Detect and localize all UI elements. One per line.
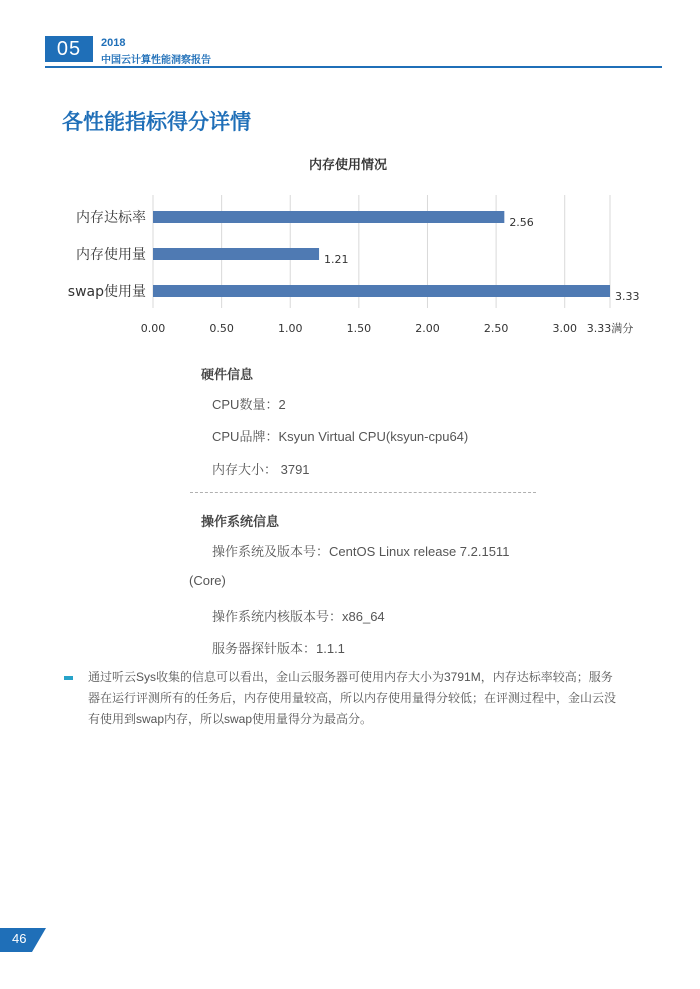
x-tick-label: 0.50 bbox=[209, 322, 234, 335]
category-label: 内存使用量 bbox=[76, 247, 146, 263]
paragraph-line: 通过听云Sys收集的信息可以看出，金山云服务器可使用内存大小为3791M，内存达标率较高；服务 bbox=[88, 670, 613, 684]
os-version-continued: (Core) bbox=[189, 573, 226, 588]
summary-paragraph bbox=[88, 667, 648, 730]
x-tick-label: 1.00 bbox=[277, 322, 303, 335]
os-version: 操作系统及版本号：CentOS Linux release 7.2.1511 bbox=[212, 544, 510, 559]
data-label: 2.56 bbox=[509, 216, 534, 229]
bar bbox=[153, 211, 504, 223]
hardware-heading: 硬件信息 bbox=[201, 367, 254, 382]
header-year: 2018 bbox=[101, 37, 126, 49]
chapter-number: 05 bbox=[45, 36, 93, 62]
x-tick-label: 0.00 bbox=[140, 322, 166, 335]
hardware-memory-size: 内存大小： 3791 bbox=[212, 462, 310, 477]
bar bbox=[153, 248, 319, 260]
x-tick-label: 2.50 bbox=[483, 322, 509, 335]
bullet-marker bbox=[64, 676, 73, 680]
bar bbox=[153, 285, 610, 297]
category-label: 内存达标率 bbox=[76, 210, 146, 226]
category-label: swap使用量 bbox=[67, 284, 146, 300]
paragraph-line: 器在运行评测所有的任务后，内存使用量较高，所以内存使用量得分较低；在评测过程中，金山云没 bbox=[88, 691, 617, 705]
hardware-cpu-brand: CPU品牌：Ksyun Virtual CPU(ksyun-cpu64) bbox=[212, 429, 469, 444]
page-number: 46 bbox=[12, 931, 27, 946]
data-label: 3.33 bbox=[615, 290, 640, 303]
section-title: 各性能指标得分详情 bbox=[62, 110, 251, 134]
header-rule bbox=[45, 66, 662, 68]
hardware-cpu-count: CPU数量：2 bbox=[212, 397, 286, 412]
x-tick-label: 2.00 bbox=[415, 322, 440, 335]
memory-usage-chart bbox=[0, 150, 700, 350]
os-heading: 操作系统信息 bbox=[201, 514, 280, 529]
paragraph-line: 有使用到swap内存，所以swap使用量得分为最高分。 bbox=[88, 712, 373, 726]
data-label: 1.21 bbox=[324, 253, 349, 266]
info-divider bbox=[190, 492, 536, 493]
x-tick-label: 1.50 bbox=[346, 322, 372, 335]
os-kernel-version: 操作系统内核版本号：x86_64 bbox=[212, 609, 385, 624]
header-report-title: 中国云计算性能洞察报告 bbox=[101, 55, 211, 66]
x-tick-label: 3.33满分 bbox=[586, 322, 634, 335]
x-tick-label: 3.00 bbox=[552, 322, 577, 335]
chart-title: 内存使用情况 bbox=[308, 158, 388, 173]
probe-version: 服务器探针版本：1.1.1 bbox=[212, 641, 345, 656]
